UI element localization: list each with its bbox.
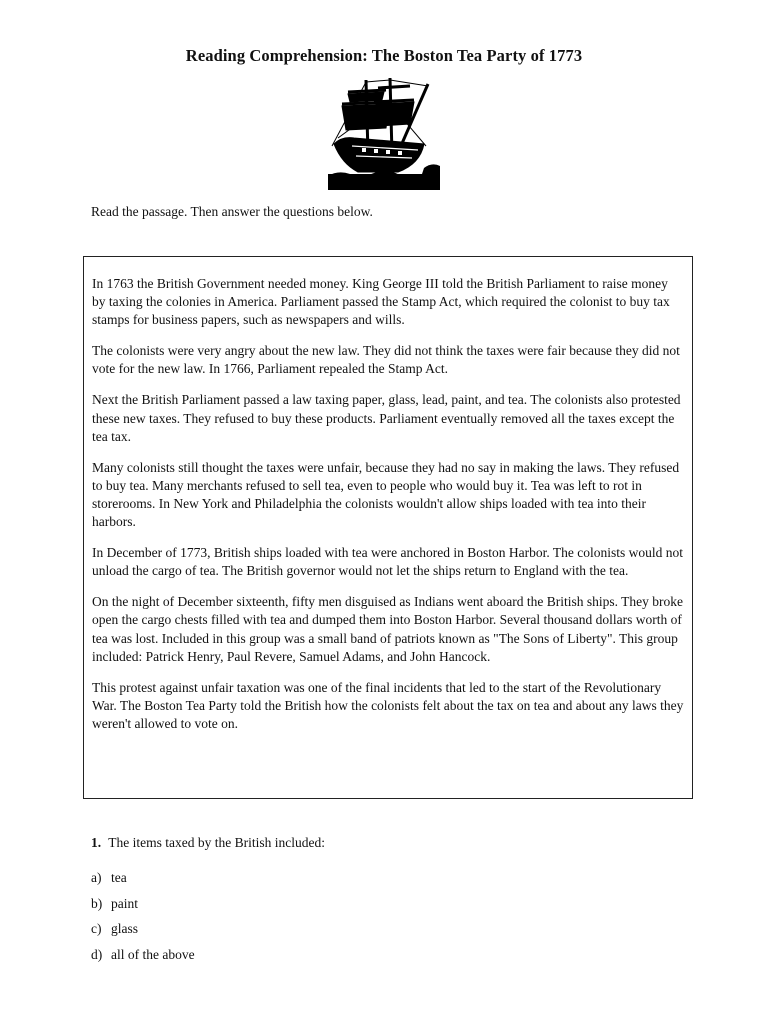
option-letter: b) <box>91 895 103 911</box>
page-title: Reading Comprehension: The Boston Tea Party of 1773 <box>185 46 583 65</box>
passage-paragraph: In December of 1773, British ships loaded with tea were anchored in Boston Harbor. The colonists would not unload the cargo of tea. The British governor would not let the ships return to England with the tea. <box>92 545 684 579</box>
passage-paragraph: Next the British Parliament passed a law taxing paper, glass, lead, paint, and tea. The colonists also protested these new taxes. They refused to buy these products. Parliament eventually removed all the taxes except the tea tax. <box>92 392 681 444</box>
instructions: Read the passage. Then answer the questions below. <box>91 204 373 219</box>
option-text: tea <box>111 870 127 885</box>
passage-paragraph: The colonists were very angry about the new law. They did not think the taxes were fair because they did not vote for the new law. In 1766, Parliament repealed the Stamp Act. <box>92 343 680 377</box>
passage-box <box>83 256 693 799</box>
answer-option-a <box>91 869 195 895</box>
option-letter: a) <box>91 870 102 885</box>
answer-option-d <box>91 946 195 972</box>
answer-option-c <box>91 920 195 946</box>
question-text: The items taxed by the British included: <box>108 835 325 850</box>
option-text: all of the above <box>111 946 195 962</box>
option-letter: c) <box>91 921 102 936</box>
passage-paragraph: Many colonists still thought the taxes were unfair, because they had no say in making the laws. They refused to buy tea. Many merchants refused to sell tea, even to people who would buy it. Tea was left to rot in storerooms. In New York and Philadelphia the colonists wouldn't allow ships loaded with tea into their harbors. <box>92 459 680 530</box>
passage-paragraph: In 1763 the British Government needed money. King George III told the British Parliament to raise money by taxing the colonies in America. Parliament passed the Stamp Act, which required the colonist to buy tax stamps for business papers, such as newspapers and wills. <box>92 276 670 328</box>
option-text: paint <box>111 895 138 911</box>
passage-paragraph: This protest against unfair taxation was one of the final incidents that led to the start of the Revolutionary War. The Boston Tea Party told the British how the colonists felt about the tax on tea and about any laws they weren't allowed to vote on. <box>92 679 684 731</box>
option-letter: d) <box>91 946 103 962</box>
option-text: glass <box>111 921 138 936</box>
answer-options <box>91 869 195 971</box>
question-1 <box>91 835 325 851</box>
answer-option-b <box>91 895 195 921</box>
ship-icon <box>328 76 440 190</box>
passage-paragraph: On the night of December sixteenth, fifty men disguised as Indians went aboard the British ships. They broke open the cargo chests filled with tea and dumped them into Boston Harbor. Several thousand dollars worth of tea was lost. Included in this group was a small band of patriots known as "The Sons of Liberty". This group included: Patrick Henry, Paul Revere, Samuel Adams, and John Hancock. <box>92 594 684 664</box>
question-number: 1. <box>91 835 102 850</box>
